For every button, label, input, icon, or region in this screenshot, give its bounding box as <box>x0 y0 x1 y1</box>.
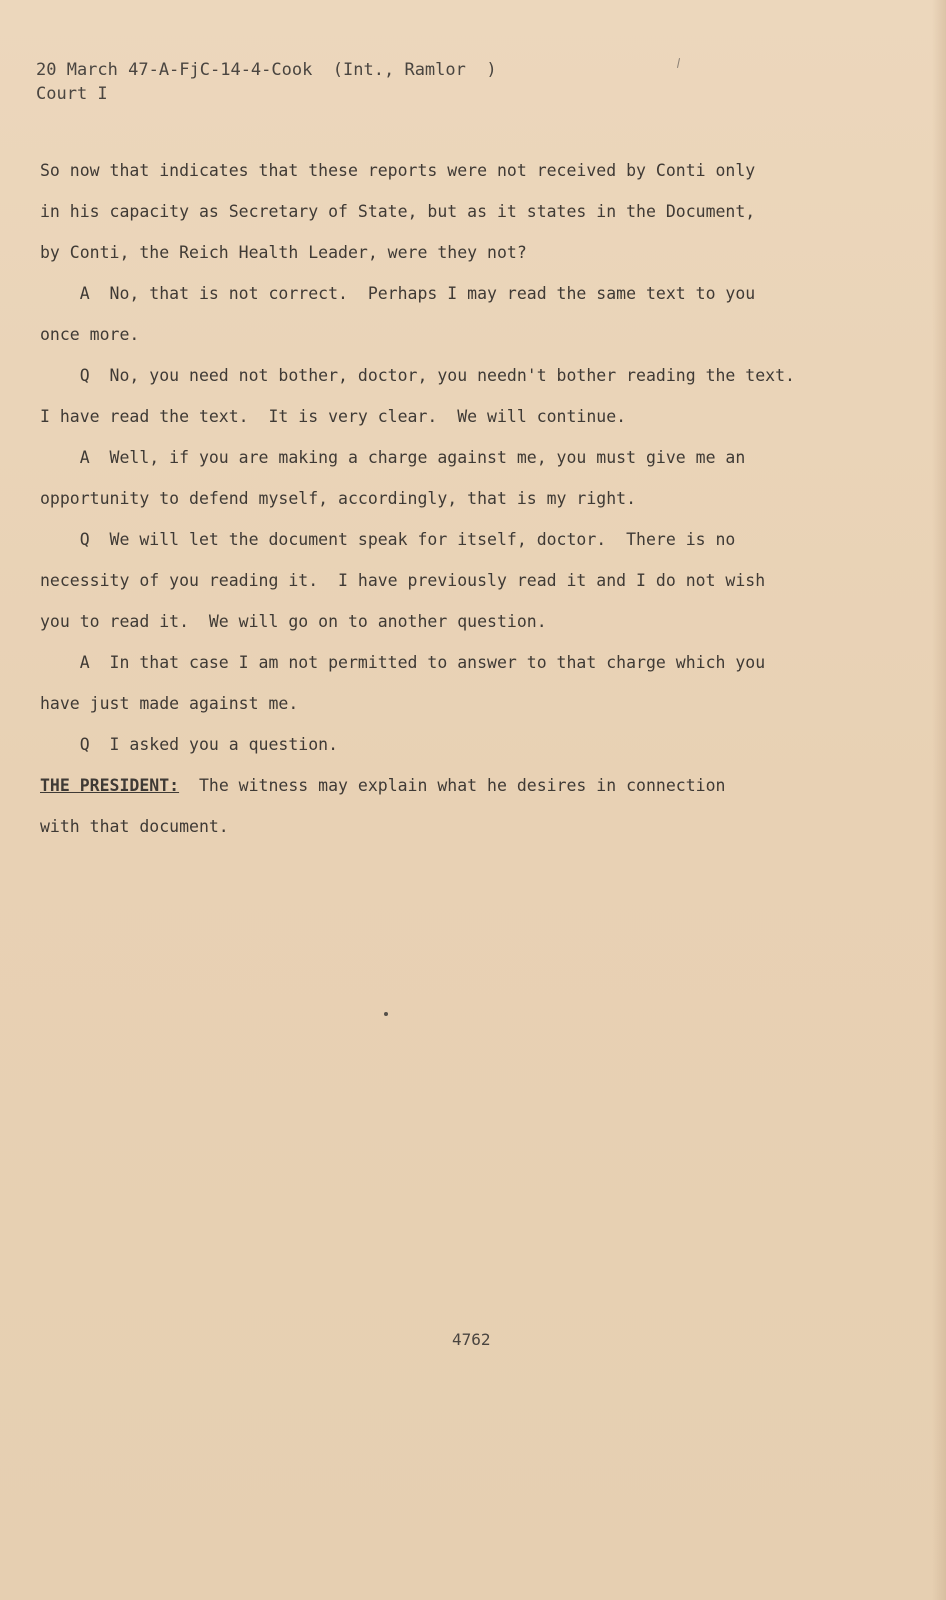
paper-edge-shadow <box>932 0 946 1600</box>
transcript-line: A Well, if you are making a charge against me, you must give me an <box>40 448 746 467</box>
transcript-line: by Conti, the Reich Health Leader, were they not? <box>40 243 527 262</box>
transcript-line: Q I asked you a question. <box>40 735 339 754</box>
president-statement-line <box>40 765 830 806</box>
transcript-line: you to read it. We will go on to another question. <box>40 612 547 631</box>
transcript-line: once more. <box>40 325 140 344</box>
transcript-line: A In that case I am not permitted to answer to that charge which you <box>40 653 766 672</box>
header-case-line: 20 March 47-A-FjC-14-4-Cook (Int., Ramlor ) <box>36 60 497 80</box>
transcript-line: in his capacity as Secretary of State, but as it states in the Document, <box>40 202 756 221</box>
document-header <box>36 58 497 106</box>
pencil-mark <box>677 58 680 68</box>
transcript-line: with that document. <box>40 817 229 836</box>
ink-dot <box>384 1012 388 1016</box>
president-text: The witness may explain what he desires in connection <box>179 776 726 795</box>
transcript-line: opportunity to defend myself, accordingly, that is my right. <box>40 489 637 508</box>
transcript-line: So now that indicates that these reports were not received by Conti only <box>40 161 756 180</box>
transcript-line: necessity of you reading it. I have previously read it and I do not wish <box>40 571 766 590</box>
page-number: 4762 <box>452 1330 491 1349</box>
president-label: THE PRESIDENT: <box>40 776 180 795</box>
transcript-line: Q We will let the document speak for itself, doctor. There is no <box>40 530 736 549</box>
transcript-line: A No, that is not correct. Perhaps I may read the same text to you <box>40 284 756 303</box>
transcript-body <box>40 150 830 847</box>
transcript-line: have just made against me. <box>40 694 299 713</box>
header-court-line: Court I <box>36 84 108 104</box>
transcript-line: I have read the text. It is very clear. We will continue. <box>40 407 627 426</box>
transcript-line: Q No, you need not bother, doctor, you needn't bother reading the text. <box>40 366 795 385</box>
